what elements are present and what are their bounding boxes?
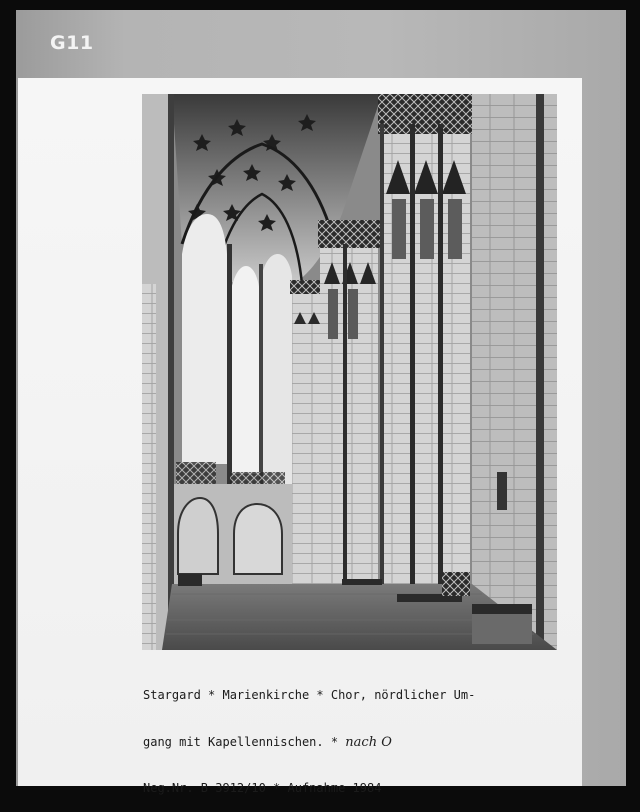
- mount-label: G11: [50, 32, 94, 54]
- handwritten-note: nach O: [345, 734, 392, 750]
- caption-line-2-text: gang mit Kapellennischen. *: [143, 734, 346, 749]
- photo-caption: [143, 657, 573, 812]
- church-interior-photo: [142, 94, 557, 650]
- caption-line-3: Neg.Nr. B 3912/10 * Aufnahme 1984: [143, 781, 382, 795]
- caption-line-1: Stargard * Marienkirche * Chor, nördlicher Um-: [143, 688, 476, 702]
- caption-line-2: [143, 735, 573, 751]
